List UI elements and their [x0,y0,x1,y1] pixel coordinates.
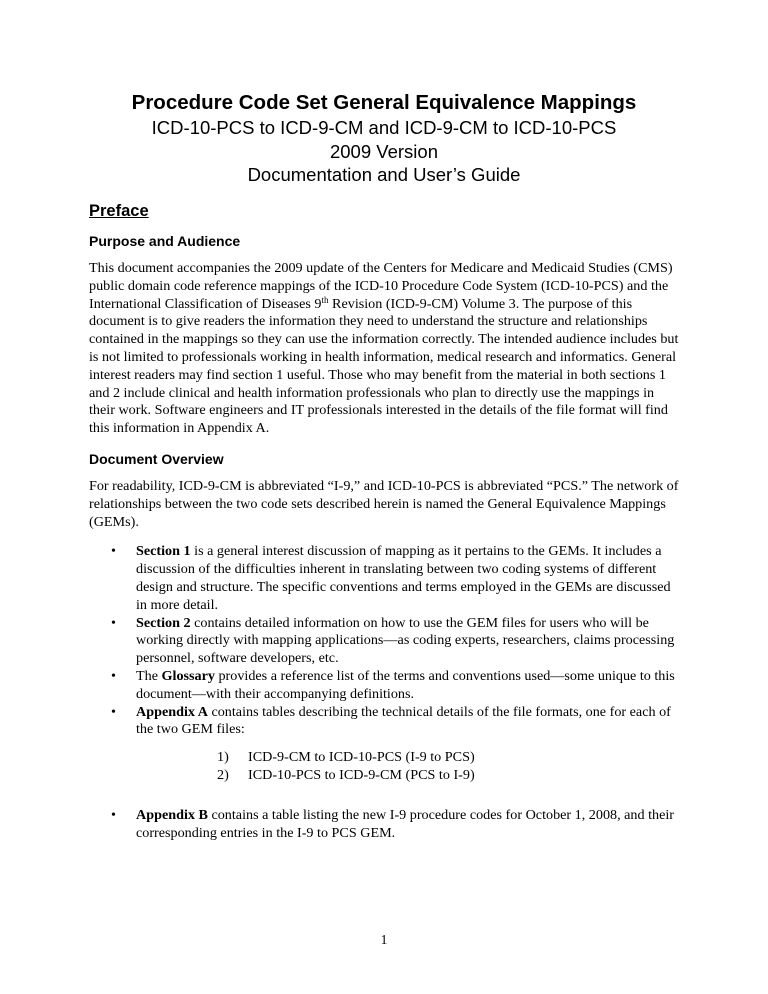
gem-file-name: ICD-9-CM to ICD-10-PCS (I-9 to PCS) [248,749,475,766]
list-item [217,749,679,767]
bullet-term: Appendix B [136,806,208,823]
overview-paragraph: For readability, ICD-9-CM is abbreviated “I-9,” and ICD-10-PCS is abbreviated “PCS.” The network of relationships between the two code sets described herein is named the General Equivalence Mappings (GEMs). [89,477,679,530]
list-item [89,704,679,740]
list-item [217,767,679,785]
bullet-text: provides a reference list of the terms and conventions used—some unique to this document—with their accompanying definitions. [136,667,675,702]
overview-heading: Document Overview [89,450,224,467]
document-version: 2009 Version [329,140,438,162]
bullet-prefix: The [136,667,162,684]
bullet-icon: • [111,543,116,560]
bullet-term: Section 2 [136,614,191,631]
bullet-icon: • [111,703,116,720]
document-guide-label: Documentation and User’s Guide [247,164,521,185]
document-title: Procedure Code Set General Equivalence Mappings [131,91,637,114]
bullet-text: contains tables describing the technical details of the file formats, one for each of the two GEM files: [136,703,671,738]
bullet-term: Section 1 [136,543,191,560]
purpose-text-end: Revision (ICD-9-CM) Volume 3. The purpose of this document is to give readers the information they need to understand the structure and relationships contained in the mappings so they can use the information correctly. The intended audience includes but is not limited to professionals working in health information, medical research and informatics. General interest readers may find section 1 useful. Those who may benefit from the material in both sections 1 and 2 include clinical and health information professionals who plan to directly use the mappings in their work. Software engineers and IT professionals interested in the details of the file format will find this information in Appendix A. [89,295,679,437]
appendix-b-bullet-list [89,807,679,843]
overview-bullet-list [89,543,679,739]
document-subtitle: ICD-10-PCS to ICD-9-CM and ICD-9-CM to ICD-10-PCS [151,117,617,138]
bullet-icon: • [111,614,116,631]
bullet-text: contains a table listing the new I-9 procedure codes for October 1, 2008, and their corresponding entries in the I-9 to PCS GEM. [136,806,675,841]
gem-file-name: ICD-10-PCS to ICD-9-CM (PCS to I-9) [248,766,475,783]
list-item [89,615,679,668]
bullet-term: Appendix A [136,703,208,720]
document-body [89,200,679,842]
purpose-heading: Purpose and Audience [89,233,241,249]
list-item [89,807,679,843]
list-item [89,543,679,614]
bullet-text: contains detailed information on how to use the GEM files for users who will be working directly with mapping applications—as coding experts, researchers, claims processing personnel, software developers, etc. [136,614,675,667]
bullet-term: Glossary [161,667,215,684]
spacer [89,797,679,807]
bullet-text: is a general interest discussion of mapping as it pertains to the GEMs. It includes a discussion of the difficulties inherent in translating between two coding systems of different design and structure. The specific conventions and terms employed in the GEMs are discussed in more detail. [136,543,671,613]
gem-files-list [89,749,679,785]
purpose-superscript: th [321,294,329,305]
purpose-paragraph [89,260,679,438]
list-number: 1) [217,749,229,766]
preface-heading: Preface [89,202,149,220]
list-number: 2) [217,766,229,783]
bullet-icon: • [111,667,116,684]
list-item [89,668,679,704]
title-block [0,90,768,187]
bullet-icon: • [111,806,116,823]
page-number: 1 [380,932,388,947]
purpose-text-start: This document accompanies the 2009 update of the Centers for Medicare and Medicaid Studies (CMS) public domain code reference mappings of the ICD-10 Procedure Code System (ICD-10-PCS) and the International Classification of Diseases 9 [89,260,673,312]
